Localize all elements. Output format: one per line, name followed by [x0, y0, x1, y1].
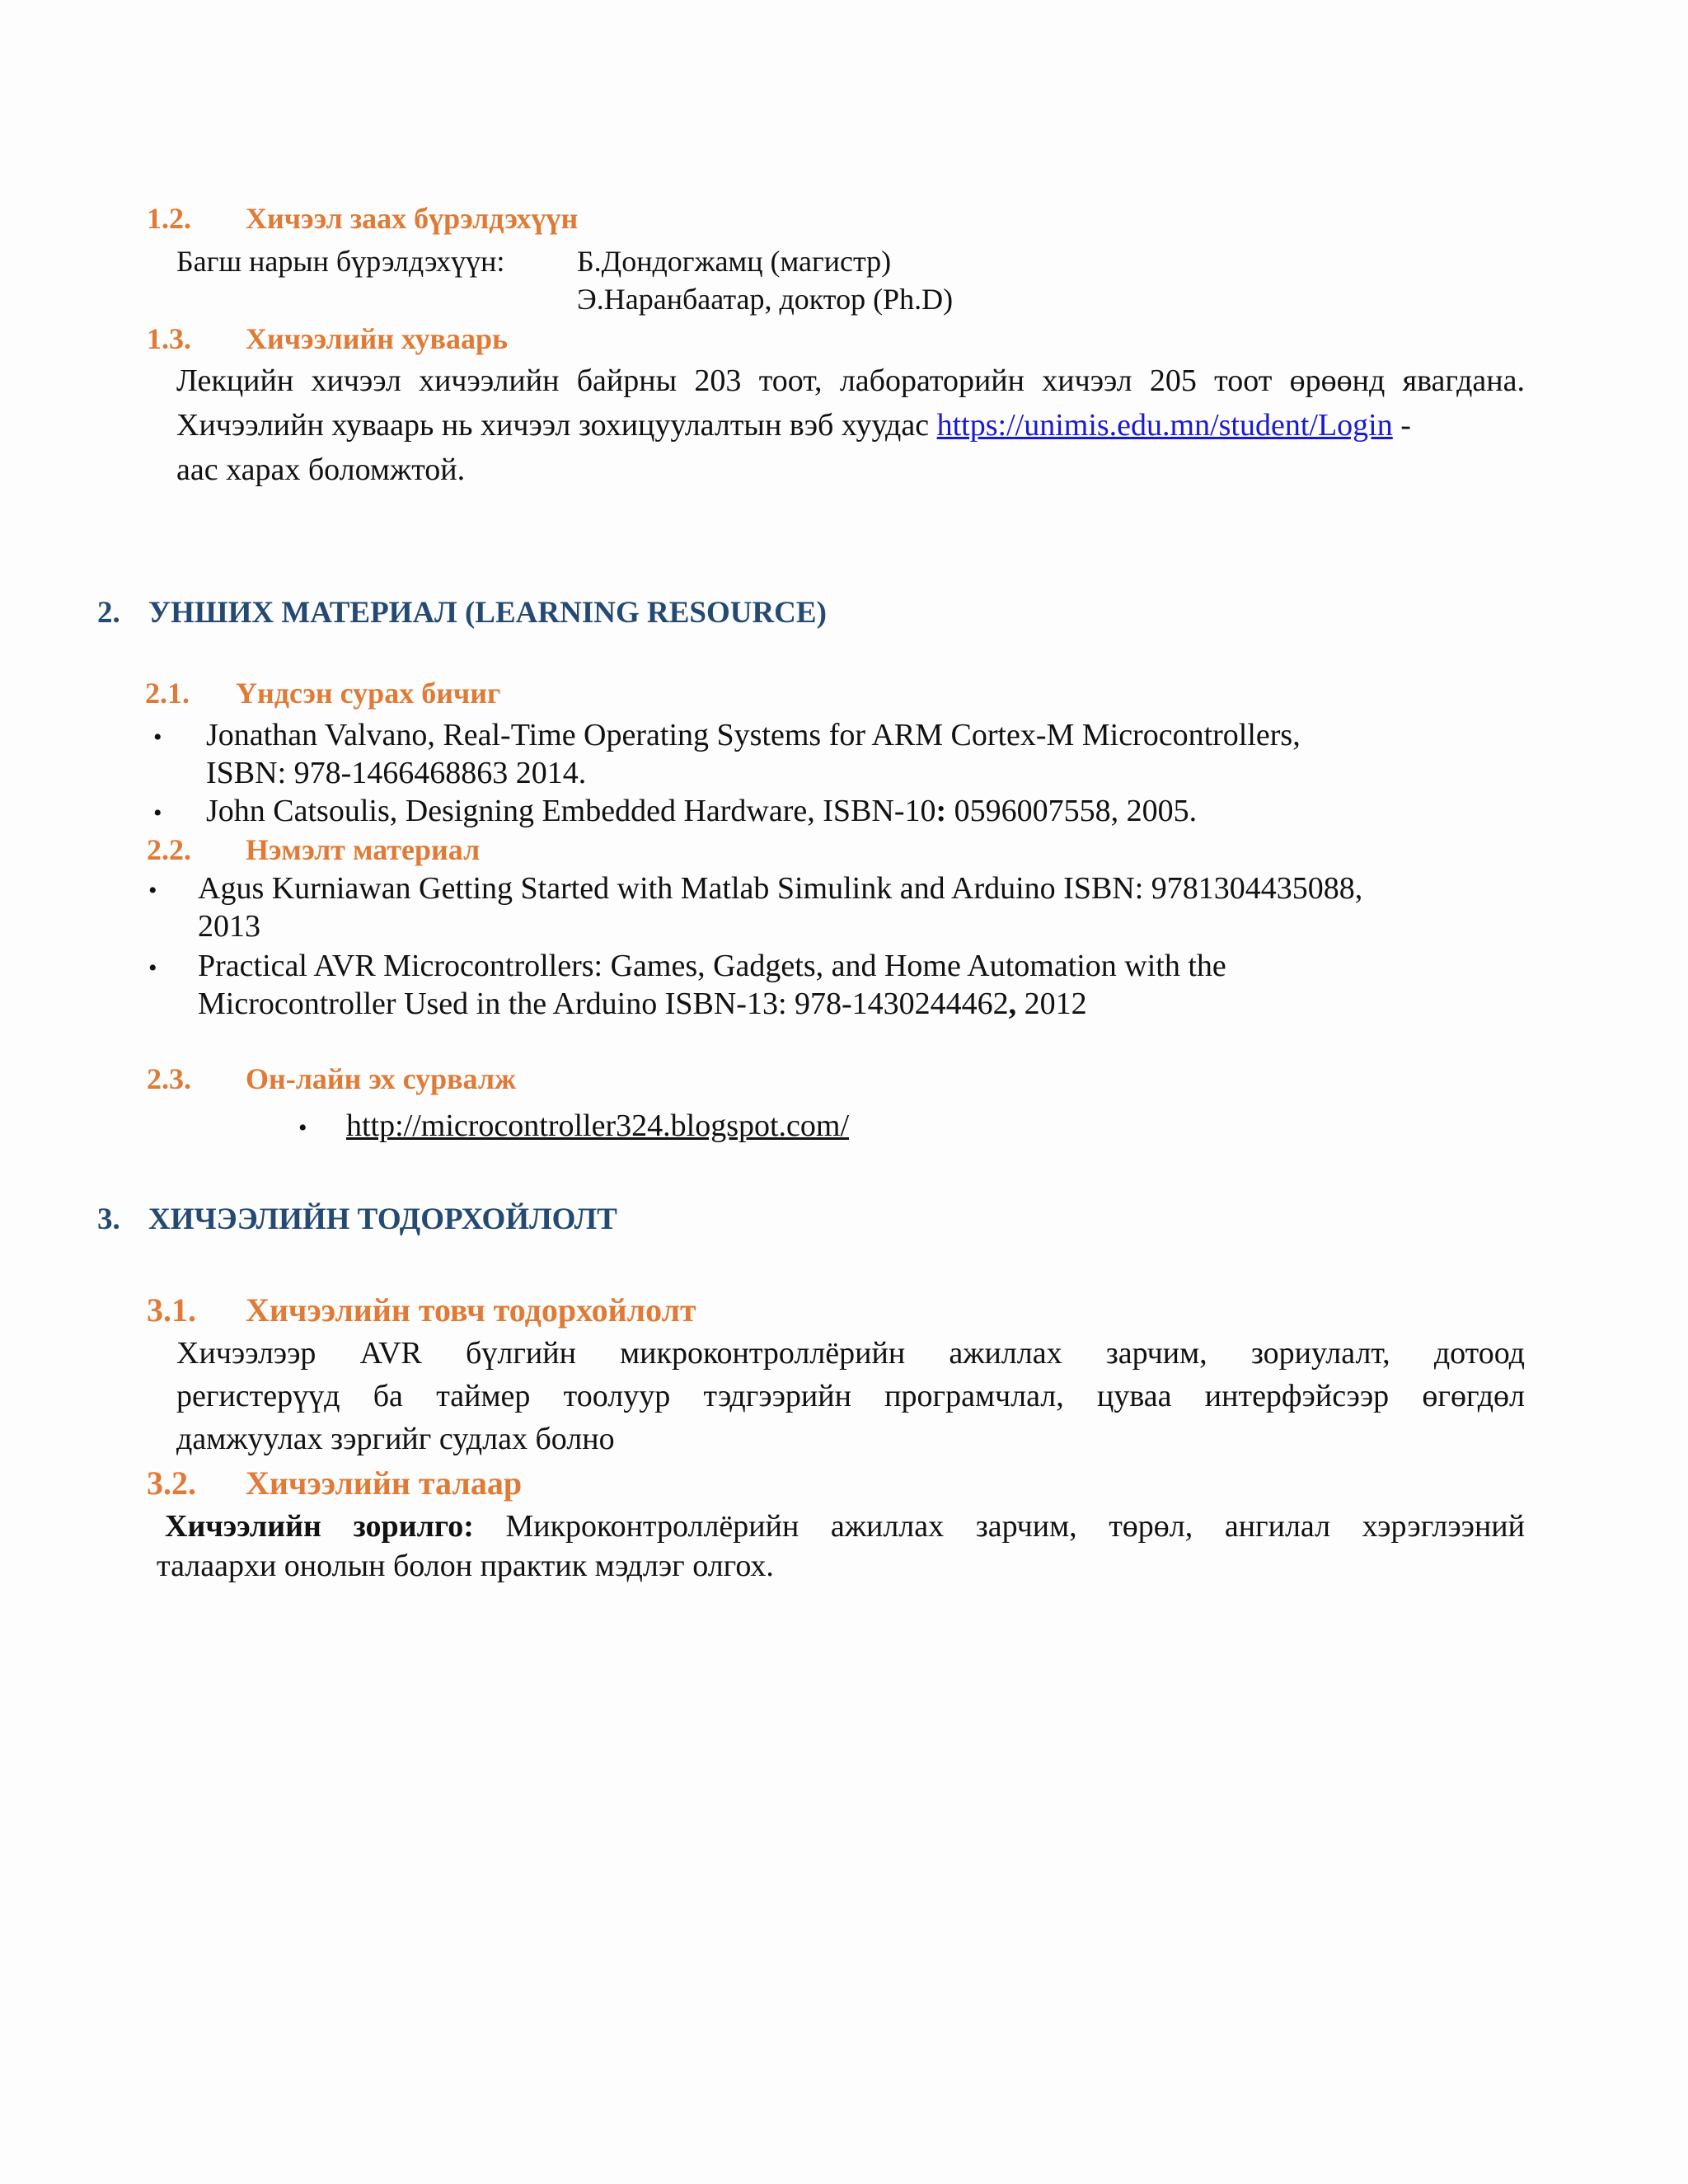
- section-2-3-title: Он-лайн эх сурвалж: [246, 1062, 517, 1095]
- textbook-2-text: John Catsoulis, Designing Embedded Hardware, ISBN-10: [206, 794, 936, 828]
- section-2-1-title: Үндсэн сурах бичиг: [236, 677, 501, 710]
- section-1-3-title: Хичээлийн хуваарь: [246, 322, 509, 355]
- section-3-2-title: Хичээлийн талаар: [246, 1465, 523, 1502]
- bullet-icon: •: [153, 724, 162, 751]
- teachers-label: Багш нарын бүрэлдэхүүн:: [176, 245, 505, 278]
- section-3-1-title: Хичээлийн товч тодорхойлолт: [246, 1291, 696, 1329]
- extra-2-line-2-text: Microcontroller Used in the Arduino ISBN-13: 978-1430244462: [198, 987, 1009, 1021]
- section-1-2-title: Хичээл заах бүрэлдэхүүн: [246, 202, 579, 235]
- bullet-icon: •: [153, 799, 162, 827]
- section-1-3-number: 1.3.: [147, 322, 191, 355]
- summary-line-3: дамжуулах зэргийг судлах болно: [176, 1422, 615, 1456]
- teacher-2: Э.Наранбаатар, доктор (Ph.D): [577, 283, 954, 316]
- extra-2-comma: ,: [1008, 987, 1017, 1021]
- bullet-icon: •: [298, 1114, 307, 1141]
- schedule-line-3: аас харах боломжтой.: [176, 452, 466, 487]
- textbook-2: [206, 793, 1197, 829]
- section-2-1-number: 2.1.: [145, 677, 190, 710]
- blogspot-link[interactable]: http://microcontroller324.blogspot.com/: [346, 1108, 850, 1143]
- schedule-line-2: [176, 407, 1411, 443]
- goal-line-1: [165, 1508, 1525, 1544]
- textbook-2-colon: :: [935, 794, 947, 828]
- goal-line-2: талаархи онолын болон практик мэдлэг олгох.: [157, 1549, 774, 1583]
- section-2-title: УНШИХ МАТЕРИАЛ (LEARNING RESOURCE): [148, 596, 827, 630]
- section-3-2-number: 3.2.: [147, 1465, 196, 1502]
- section-2-2-number: 2.2.: [147, 833, 191, 866]
- extra-2-line-2: [198, 986, 1087, 1022]
- schedule-line-1: Лекцийн хичээл хичээлийн байрны 203 тоот, лабораторийн хичээл 205 тоот өрөөнд явагдана.: [176, 363, 1525, 398]
- extra-1-line-1: Agus Kurniawan Getting Started with Matlab Simulink and Arduino ISBN: 9781304435088,: [198, 871, 1363, 906]
- section-2-3-number: 2.3.: [147, 1062, 191, 1095]
- unimis-login-link[interactable]: https://unimis.edu.mn/student/Login: [936, 408, 1393, 443]
- textbook-1-line-1: Jonathan Valvano, Real-Time Operating Systems for ARM Cortex-M Microcontrollers,: [206, 718, 1301, 752]
- extra-2-year: 2012: [1016, 987, 1087, 1021]
- teacher-1: Б.Дондогжамц (магистр): [577, 245, 892, 278]
- section-2-number: 2.: [97, 596, 120, 630]
- section-3-title: ХИЧЭЭЛИЙН ТОДОРХОЙЛОЛТ: [148, 1202, 617, 1236]
- section-2-2-title: Нэмэлт материал: [246, 833, 481, 866]
- schedule-line-2-dash: -: [1400, 408, 1411, 443]
- section-1-2-number: 1.2.: [147, 202, 191, 235]
- extra-2-line-1: Practical AVR Microcontrollers: Games, Gadgets, and Home Automation with the: [198, 949, 1226, 983]
- textbook-1-line-2: ISBN: 978-1466468863 2014.: [206, 756, 587, 790]
- goal-text: Микроконтроллёрийн ажиллах зарчим, төрөл, ангилал хэрэглээний: [473, 1509, 1525, 1544]
- textbook-2-isbn: 0596007558, 2005.: [946, 794, 1198, 828]
- schedule-line-2-text: Хичээлийн хуваарь нь хичээл зохицуулалтын вэб хуудас: [176, 408, 930, 443]
- summary-line-1: Хичээлээр AVR бүлгийн микроконтроллёрийн ажиллах зарчим, зориулалт, дотоод: [176, 1336, 1525, 1371]
- extra-1-line-2: 2013: [198, 909, 260, 944]
- bullet-icon: •: [148, 877, 157, 904]
- summary-line-2: регистерүүд ба таймер тоолуур тэдгээрийн програмчлал, цуваа интерфэйсээр өгөгдөл: [176, 1379, 1525, 1413]
- bullet-icon: •: [148, 954, 157, 982]
- section-3-1-number: 3.1.: [147, 1291, 196, 1329]
- section-3-number: 3.: [97, 1202, 120, 1236]
- goal-label: Хичээлийн зорилго:: [165, 1509, 474, 1544]
